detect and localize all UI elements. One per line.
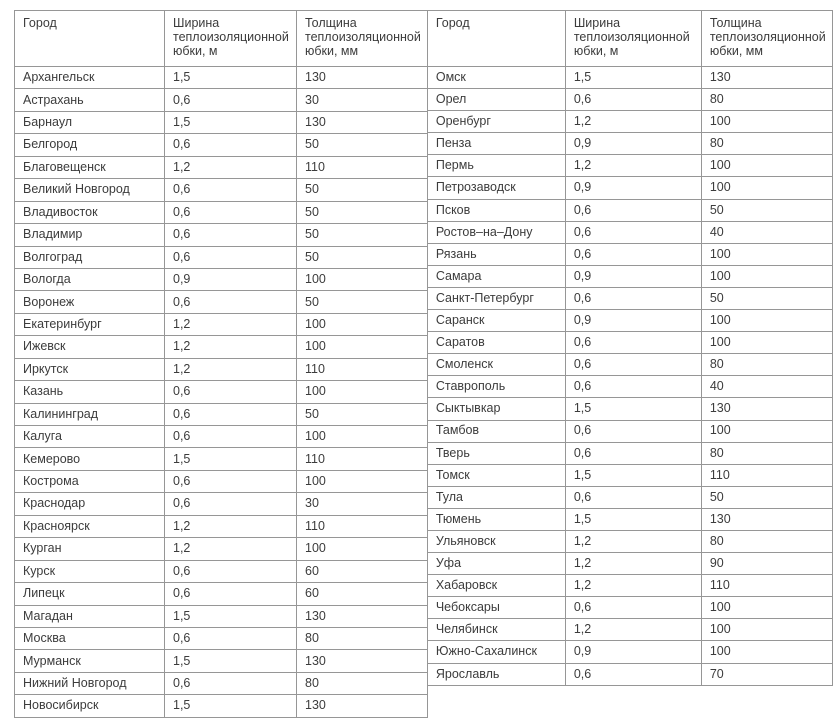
skirt-thickness-cell: 70 (701, 663, 832, 685)
skirt-width-cell: 0,6 (165, 89, 297, 111)
table-row (15, 134, 428, 156)
skirt-thickness-cell: 130 (297, 605, 428, 627)
skirt-width-cell: 1,2 (165, 358, 297, 380)
city-cell: Великий Новгород (15, 179, 165, 201)
skirt-width-cell: 0,9 (565, 133, 701, 155)
skirt-width-cell: 1,2 (165, 515, 297, 537)
city-cell: Курск (15, 560, 165, 582)
table-row (15, 224, 428, 246)
skirt-width-cell: 1,5 (565, 67, 701, 89)
skirt-width-cell: 0,6 (165, 201, 297, 223)
skirt-width-cell: 1,2 (165, 336, 297, 358)
skirt-width-cell: 1,5 (565, 398, 701, 420)
skirt-thickness-cell: 100 (701, 111, 832, 133)
skirt-width-cell: 0,6 (565, 243, 701, 265)
skirt-width-column-header: Ширина теплоизоляционной юбки, м (165, 11, 297, 67)
city-cell: Астрахань (15, 89, 165, 111)
city-cell: Сыктывкар (427, 398, 565, 420)
skirt-thickness-cell: 130 (297, 650, 428, 672)
skirt-width-cell: 0,6 (165, 470, 297, 492)
skirt-thickness-cell: 80 (701, 89, 832, 111)
table-row (427, 663, 832, 685)
table-row (15, 672, 428, 694)
table-row (15, 538, 428, 560)
table-row (427, 508, 832, 530)
cities-table-right (427, 10, 833, 686)
skirt-thickness-cell: 80 (297, 672, 428, 694)
city-cell: Смоленск (427, 354, 565, 376)
table-row (15, 448, 428, 470)
table-row (15, 156, 428, 178)
city-cell: Краснодар (15, 493, 165, 515)
city-cell: Липецк (15, 583, 165, 605)
city-cell: Мурманск (15, 650, 165, 672)
skirt-thickness-cell: 130 (297, 67, 428, 89)
skirt-thickness-cell: 50 (701, 287, 832, 309)
city-cell: Рязань (427, 243, 565, 265)
skirt-width-cell: 0,6 (165, 381, 297, 403)
city-cell: Орел (427, 89, 565, 111)
city-cell: Ростов–на–Дону (427, 221, 565, 243)
city-cell: Чебоксары (427, 597, 565, 619)
skirt-width-cell: 1,5 (165, 695, 297, 717)
table-row (427, 486, 832, 508)
header-row (15, 11, 428, 67)
skirt-thickness-cell: 80 (701, 442, 832, 464)
table-row (427, 111, 832, 133)
skirt-thickness-cell: 130 (297, 111, 428, 133)
city-cell: Пермь (427, 155, 565, 177)
table-row (427, 575, 832, 597)
skirt-thickness-cell: 130 (297, 695, 428, 717)
city-cell: Кострома (15, 470, 165, 492)
table-row (427, 310, 832, 332)
city-cell: Псков (427, 199, 565, 221)
table-row (15, 313, 428, 335)
city-cell: Южно-Сахалинск (427, 641, 565, 663)
skirt-width-cell: 0,6 (165, 426, 297, 448)
table-row (15, 179, 428, 201)
city-cell: Казань (15, 381, 165, 403)
table-row (15, 583, 428, 605)
city-cell: Владивосток (15, 201, 165, 223)
table-row (427, 287, 832, 309)
cities-table-left (14, 10, 428, 718)
skirt-width-cell: 0,9 (565, 310, 701, 332)
table-row (427, 641, 832, 663)
skirt-width-cell: 0,9 (565, 641, 701, 663)
table-row (15, 358, 428, 380)
skirt-width-cell: 1,2 (165, 313, 297, 335)
table-row (427, 376, 832, 398)
skirt-thickness-cell: 100 (701, 310, 832, 332)
skirt-width-cell: 0,6 (165, 246, 297, 268)
skirt-width-cell: 0,6 (165, 224, 297, 246)
skirt-thickness-cell: 80 (701, 530, 832, 552)
table-row (15, 695, 428, 717)
city-column-header: Город (15, 11, 165, 67)
city-cell: Тверь (427, 442, 565, 464)
table-row (15, 201, 428, 223)
skirt-thickness-cell: 100 (701, 597, 832, 619)
table-row (15, 426, 428, 448)
city-cell: Барнаул (15, 111, 165, 133)
skirt-width-cell: 1,5 (565, 508, 701, 530)
city-cell: Архангельск (15, 67, 165, 89)
skirt-width-cell: 1,5 (565, 464, 701, 486)
skirt-width-cell: 1,2 (565, 575, 701, 597)
table-row (15, 268, 428, 290)
table-row (15, 627, 428, 649)
skirt-width-cell: 0,6 (165, 134, 297, 156)
skirt-thickness-cell: 100 (297, 470, 428, 492)
city-cell: Хабаровск (427, 575, 565, 597)
city-cell: Калуга (15, 426, 165, 448)
table-row (15, 403, 428, 425)
skirt-thickness-cell: 110 (701, 575, 832, 597)
skirt-width-cell: 0,6 (565, 287, 701, 309)
city-cell: Ставрополь (427, 376, 565, 398)
skirt-width-column-header: Ширина теплоизоляционной юбки, м (565, 11, 701, 67)
skirt-thickness-cell: 100 (701, 332, 832, 354)
table-row (427, 133, 832, 155)
table-row (427, 442, 832, 464)
skirt-thickness-cell: 90 (701, 553, 832, 575)
skirt-thickness-cell: 50 (297, 246, 428, 268)
table-row (427, 420, 832, 442)
skirt-width-cell: 0,6 (165, 560, 297, 582)
table-row (15, 246, 428, 268)
skirt-thickness-cell: 100 (701, 243, 832, 265)
table-row (15, 336, 428, 358)
city-cell: Екатеринбург (15, 313, 165, 335)
skirt-thickness-cell: 100 (701, 155, 832, 177)
skirt-width-cell: 0,6 (565, 597, 701, 619)
table-row (427, 155, 832, 177)
skirt-width-cell: 0,6 (165, 672, 297, 694)
table-row (15, 291, 428, 313)
skirt-width-cell: 1,5 (165, 67, 297, 89)
skirt-thickness-cell: 80 (297, 627, 428, 649)
tables-container (14, 10, 833, 718)
skirt-width-cell: 0,9 (165, 268, 297, 290)
skirt-width-cell: 0,6 (165, 627, 297, 649)
skirt-width-cell: 1,5 (165, 605, 297, 627)
skirt-thickness-cell: 110 (297, 156, 428, 178)
city-cell: Ульяновск (427, 530, 565, 552)
city-cell: Пенза (427, 133, 565, 155)
skirt-width-cell: 0,6 (565, 442, 701, 464)
skirt-width-cell: 0,6 (565, 89, 701, 111)
table-row (427, 265, 832, 287)
city-cell: Воронеж (15, 291, 165, 313)
skirt-thickness-cell: 100 (701, 619, 832, 641)
table-row (427, 398, 832, 420)
city-cell: Петрозаводск (427, 177, 565, 199)
city-cell: Калининград (15, 403, 165, 425)
skirt-thickness-cell: 30 (297, 89, 428, 111)
skirt-thickness-cell: 40 (701, 221, 832, 243)
skirt-width-cell: 1,2 (565, 530, 701, 552)
skirt-thickness-cell: 100 (297, 538, 428, 560)
city-cell: Магадан (15, 605, 165, 627)
city-cell: Ижевск (15, 336, 165, 358)
table-row (15, 111, 428, 133)
skirt-thickness-cell: 110 (297, 515, 428, 537)
table-row (427, 243, 832, 265)
skirt-thickness-cell: 30 (297, 493, 428, 515)
city-cell: Томск (427, 464, 565, 486)
skirt-width-cell: 0,6 (565, 199, 701, 221)
skirt-thickness-cell: 50 (297, 403, 428, 425)
city-cell: Тула (427, 486, 565, 508)
table-row (15, 470, 428, 492)
skirt-thickness-cell: 50 (297, 134, 428, 156)
skirt-thickness-cell: 100 (701, 420, 832, 442)
table-row (427, 553, 832, 575)
city-cell: Тамбов (427, 420, 565, 442)
table-row (427, 221, 832, 243)
skirt-thickness-cell: 100 (297, 381, 428, 403)
city-cell: Волгоград (15, 246, 165, 268)
table-row (427, 332, 832, 354)
skirt-width-cell: 0,6 (565, 420, 701, 442)
skirt-thickness-cell: 50 (297, 291, 428, 313)
skirt-thickness-cell: 50 (297, 179, 428, 201)
city-cell: Омск (427, 67, 565, 89)
skirt-thickness-cell: 40 (701, 376, 832, 398)
skirt-thickness-cell: 100 (297, 426, 428, 448)
skirt-thickness-cell: 100 (701, 265, 832, 287)
table-row (427, 67, 832, 89)
city-cell: Саратов (427, 332, 565, 354)
table-row (15, 67, 428, 89)
skirt-width-cell: 1,2 (165, 538, 297, 560)
skirt-width-cell: 0,9 (565, 177, 701, 199)
table-row (15, 560, 428, 582)
city-cell: Уфа (427, 553, 565, 575)
skirt-thickness-cell: 80 (701, 133, 832, 155)
skirt-thickness-cell: 130 (701, 398, 832, 420)
skirt-width-cell: 1,5 (165, 448, 297, 470)
table-row (15, 605, 428, 627)
table-row (15, 493, 428, 515)
skirt-thickness-cell: 130 (701, 508, 832, 530)
skirt-width-cell: 0,6 (565, 332, 701, 354)
city-cell: Самара (427, 265, 565, 287)
skirt-width-cell: 0,6 (565, 663, 701, 685)
city-cell: Владимир (15, 224, 165, 246)
table-row (15, 89, 428, 111)
skirt-thickness-cell: 50 (297, 224, 428, 246)
skirt-thickness-column-header: Толщина теплоизоляционной юбки, мм (701, 11, 832, 67)
skirt-width-cell: 1,2 (565, 111, 701, 133)
skirt-width-cell: 0,6 (165, 583, 297, 605)
table-row (427, 464, 832, 486)
city-cell: Тюмень (427, 508, 565, 530)
table-row (15, 650, 428, 672)
skirt-width-cell: 1,2 (565, 553, 701, 575)
table-row (427, 354, 832, 376)
skirt-width-cell: 1,2 (565, 619, 701, 641)
city-column-header: Город (427, 11, 565, 67)
skirt-thickness-cell: 50 (297, 201, 428, 223)
skirt-thickness-cell: 100 (701, 641, 832, 663)
table-row (427, 89, 832, 111)
skirt-width-cell: 1,2 (565, 155, 701, 177)
city-cell: Курган (15, 538, 165, 560)
city-cell: Иркутск (15, 358, 165, 380)
skirt-thickness-cell: 100 (297, 268, 428, 290)
city-cell: Оренбург (427, 111, 565, 133)
skirt-thickness-cell: 50 (701, 486, 832, 508)
skirt-width-cell: 0,6 (165, 493, 297, 515)
skirt-thickness-cell: 100 (297, 313, 428, 335)
city-cell: Благовещенск (15, 156, 165, 178)
skirt-width-cell: 1,2 (165, 156, 297, 178)
skirt-width-cell: 0,6 (565, 376, 701, 398)
skirt-thickness-cell: 130 (701, 67, 832, 89)
skirt-width-cell: 0,6 (165, 403, 297, 425)
header-row (427, 11, 832, 67)
table-row (15, 515, 428, 537)
skirt-thickness-cell: 110 (297, 358, 428, 380)
skirt-thickness-cell: 50 (701, 199, 832, 221)
table-row (427, 199, 832, 221)
skirt-thickness-cell: 100 (297, 336, 428, 358)
city-cell: Саранск (427, 310, 565, 332)
city-cell: Санкт-Петербург (427, 287, 565, 309)
skirt-thickness-cell: 110 (297, 448, 428, 470)
city-cell: Москва (15, 627, 165, 649)
skirt-thickness-column-header: Толщина теплоизоляционной юбки, мм (297, 11, 428, 67)
table-row (427, 530, 832, 552)
skirt-thickness-cell: 80 (701, 354, 832, 376)
skirt-width-cell: 0,6 (565, 221, 701, 243)
city-cell: Нижний Новгород (15, 672, 165, 694)
skirt-thickness-cell: 60 (297, 560, 428, 582)
skirt-width-cell: 1,5 (165, 650, 297, 672)
skirt-thickness-cell: 60 (297, 583, 428, 605)
table-row (427, 177, 832, 199)
table-row (427, 619, 832, 641)
city-cell: Челябинск (427, 619, 565, 641)
city-cell: Кемерово (15, 448, 165, 470)
skirt-width-cell: 0,6 (565, 486, 701, 508)
skirt-width-cell: 0,9 (565, 265, 701, 287)
skirt-width-cell: 0,6 (165, 291, 297, 313)
skirt-thickness-cell: 100 (701, 177, 832, 199)
skirt-thickness-cell: 110 (701, 464, 832, 486)
city-cell: Вологда (15, 268, 165, 290)
table-row (427, 597, 832, 619)
city-cell: Ярославль (427, 663, 565, 685)
skirt-width-cell: 0,6 (165, 179, 297, 201)
city-cell: Красноярск (15, 515, 165, 537)
skirt-width-cell: 0,6 (565, 354, 701, 376)
skirt-width-cell: 1,5 (165, 111, 297, 133)
city-cell: Новосибирск (15, 695, 165, 717)
city-cell: Белгород (15, 134, 165, 156)
table-row (15, 381, 428, 403)
